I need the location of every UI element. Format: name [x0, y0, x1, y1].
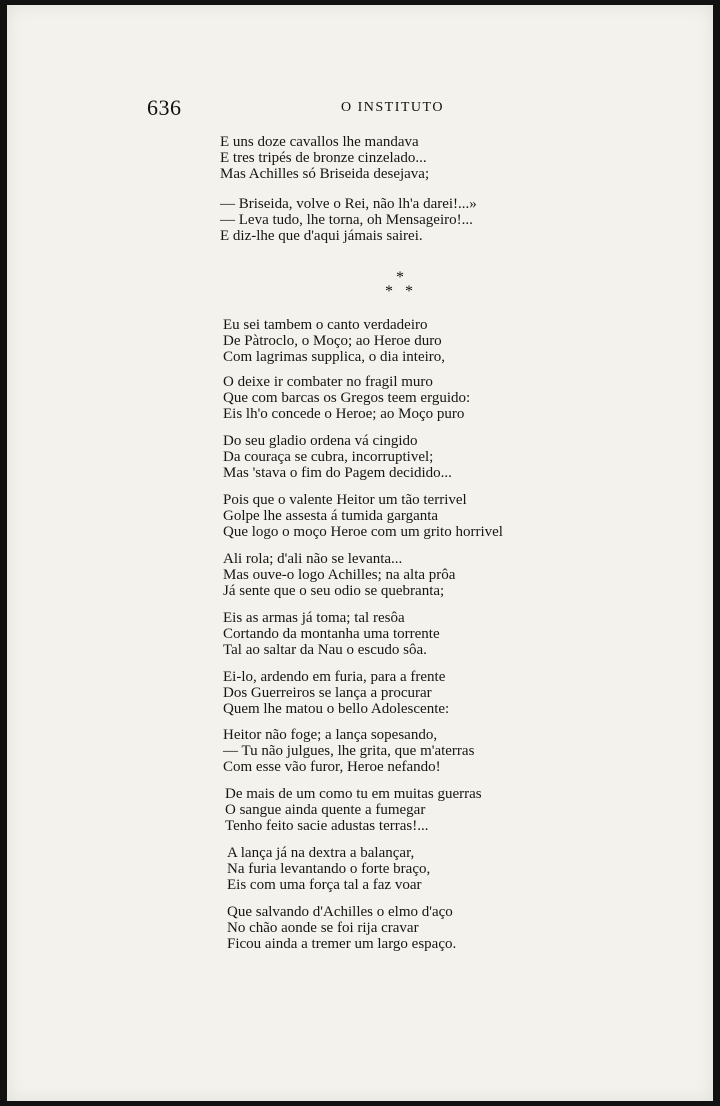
verse-line: Heitor não foge; a lança sopesando, [223, 727, 438, 743]
verse-line: Da couraça se cubra, incorruptivel; [223, 449, 434, 465]
verse-line: Do seu gladio ordena vá cingido [223, 433, 418, 449]
verse-line: Cortando da montanha uma torrente [223, 626, 440, 642]
verse-line: Com esse vão furor, Heroe nefando! [223, 759, 441, 775]
verse-line: Mas ouve-o logo Achilles; na alta prôa [223, 567, 456, 583]
verse-line: Golpe lhe assesta á tumida garganta [223, 508, 439, 524]
poem [7, 5, 713, 1101]
running-title: O INSTITUTO [341, 100, 444, 115]
section-separator [383, 270, 423, 300]
stanza [227, 904, 456, 952]
verse-line: Que com barcas os Gregos teem erguido: [223, 390, 471, 406]
book-page [7, 5, 713, 1101]
verse-line: Tenho feito sacie adustas terras!... [225, 818, 429, 834]
verse-line: No chão aonde se foi rija cravar [227, 920, 419, 936]
asterisk: * [405, 283, 413, 300]
stanza [223, 492, 503, 540]
verse-line: Ei-lo, ardendo em furia, para a frente [223, 669, 446, 685]
stanza [223, 374, 470, 422]
verse-line: Eis com uma força tal a faz voar [227, 877, 422, 893]
verse-line: E tres tripés de bronze cinzelado... [220, 150, 427, 166]
verse-line: De Pàtroclo, o Moço; ao Heroe duro [223, 333, 442, 349]
verse-line: O deixe ir combater no fragil muro [223, 374, 433, 390]
verse-line: — Tu não julgues, lhe grita, que m'aterras [223, 743, 475, 759]
stanza [223, 433, 452, 481]
verse-line: Tal ao saltar da Nau o escudo sôa. [223, 642, 427, 658]
verse-line: Dos Guerreiros se lança a procurar [223, 685, 432, 701]
verse-line: Mas 'stava o fim do Pagem decidido... [223, 465, 452, 481]
verse-line: Mas Achilles só Briseida desejava; [220, 166, 430, 182]
verse-line: A lança já na dextra a balançar, [227, 845, 415, 861]
verse-line: E diz-lhe que d'aqui jámais sairei. [220, 228, 423, 244]
page-number: 636 [147, 95, 182, 120]
verse-line: — Briseida, volve o Rei, não lh'a darei!...» [220, 196, 477, 212]
stanza [223, 727, 474, 775]
verse-line: E uns doze cavallos lhe mandava [220, 134, 419, 150]
verse-line: — Leva tudo, lhe torna, oh Mensageiro!... [220, 212, 473, 228]
verse-line: De mais de um como tu em muitas guerras [225, 786, 482, 802]
verse-line: O sangue ainda quente a fumegar [225, 802, 426, 818]
verse-line: Ficou ainda a tremer um largo espaço. [227, 936, 457, 952]
asterisk: * [385, 283, 393, 300]
verse-line: Pois que o valente Heitor um tão terrivel [223, 492, 467, 508]
stanza [223, 551, 455, 599]
stanza [223, 317, 445, 365]
verse-line: Ali rola; d'ali não se levanta... [223, 551, 403, 567]
stanza [223, 669, 449, 717]
stanza [220, 134, 429, 182]
verse-line: Que salvando d'Achilles o elmo d'aço [227, 904, 453, 920]
stanza [223, 610, 440, 658]
verse-line: Com lagrimas supplica, o dia inteiro, [223, 349, 446, 365]
stanza [220, 196, 477, 244]
verse-line: Já sente que o seu odio se quebranta; [223, 583, 445, 599]
verse-line: Na furia levantando o forte braço, [227, 861, 431, 877]
verse-line: Eu sei tambem o canto verdadeiro [223, 317, 428, 333]
stanza [227, 845, 430, 893]
asterisk: * [396, 269, 404, 286]
stanza [225, 786, 482, 834]
verse-line: Eis lh'o concede o Heroe; ao Moço puro [223, 406, 465, 422]
verse-line: Quem lhe matou o bello Adolescente: [223, 701, 450, 717]
verse-line: Que logo o moço Heroe com um grito horrivel [223, 524, 503, 540]
verse-line: Eis as armas já toma; tal resôa [223, 610, 405, 626]
